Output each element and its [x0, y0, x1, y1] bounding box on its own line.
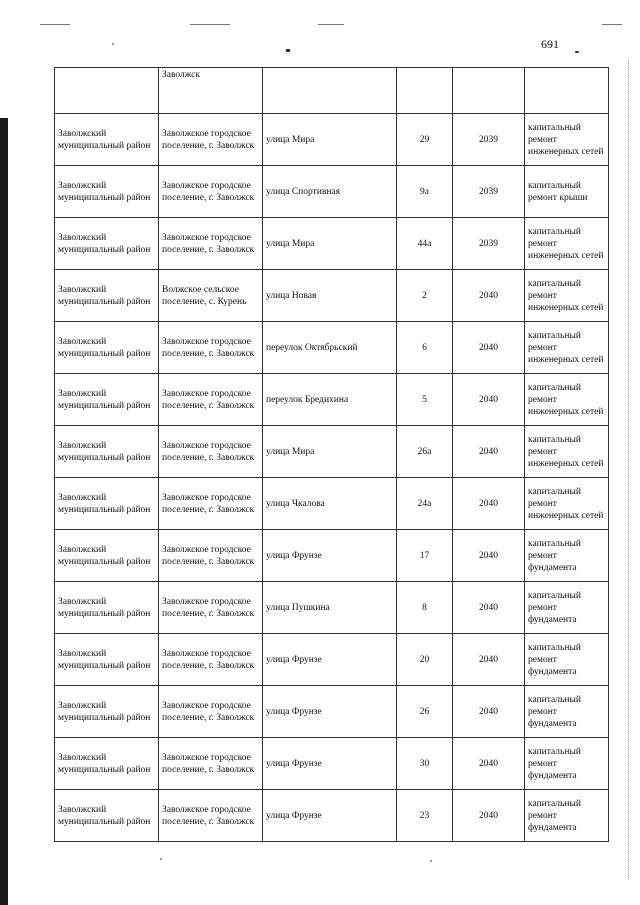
street-cell: улица Мира: [263, 426, 397, 478]
settlement-cell: Заволжское городское поселение, г. Заволжск: [159, 582, 263, 634]
year-cell: [453, 68, 525, 114]
settlement-cell: Заволжское городское поселение, г. Заволжск: [159, 530, 263, 582]
district-cell: Заволжский муниципальный район: [55, 582, 159, 634]
house-cell: [397, 68, 453, 114]
year-cell: 2040: [453, 686, 525, 738]
table-row: [55, 478, 609, 530]
settlement-cell: Заволжское городское поселение, г. Заволжск: [159, 166, 263, 218]
house-cell: 20: [397, 634, 453, 686]
street-cell: улица Фрунзе: [263, 530, 397, 582]
scan-dot: [160, 858, 162, 860]
table-row: [55, 426, 609, 478]
settlement-cell: Заволжское городское поселение, г. Заволжск: [159, 374, 263, 426]
settlement-cell: Заволжское городское поселение, г. Заволжск: [159, 218, 263, 270]
street-cell: улица Новая: [263, 270, 397, 322]
work-cell: капитальный ремонт инженерных сетей: [525, 218, 609, 270]
year-cell: 2040: [453, 374, 525, 426]
work-cell: капитальный ремонт инженерных сетей: [525, 114, 609, 166]
year-cell: 2040: [453, 530, 525, 582]
house-cell: 6: [397, 322, 453, 374]
scan-dot: [112, 43, 114, 45]
house-cell: 23: [397, 790, 453, 842]
house-cell: 17: [397, 530, 453, 582]
work-cell: капитальный ремонт инженерных сетей: [525, 426, 609, 478]
street-cell: улица Чкалова: [263, 478, 397, 530]
district-cell: Заволжский муниципальный район: [55, 114, 159, 166]
work-cell: капитальный ремонт инженерных сетей: [525, 322, 609, 374]
year-cell: 2039: [453, 218, 525, 270]
table-row: [55, 530, 609, 582]
work-cell: капитальный ремонт крыши: [525, 166, 609, 218]
work-cell: [525, 68, 609, 114]
settlement-cell: Заволжск: [159, 68, 263, 114]
year-cell: 2040: [453, 270, 525, 322]
street-cell: улица Мира: [263, 218, 397, 270]
table-row: [55, 790, 609, 842]
work-cell: капитальный ремонт фундамента: [525, 790, 609, 842]
work-cell: капитальный ремонт фундамента: [525, 634, 609, 686]
house-cell: 9а: [397, 166, 453, 218]
year-cell: 2040: [453, 426, 525, 478]
settlement-cell: Заволжское городское поселение, г. Заволжск: [159, 738, 263, 790]
district-cell: Заволжский муниципальный район: [55, 426, 159, 478]
district-cell: Заволжский муниципальный район: [55, 634, 159, 686]
street-cell: улица Пушкина: [263, 582, 397, 634]
repair-schedule-table: [54, 67, 609, 842]
street-cell: улица Фрунзе: [263, 738, 397, 790]
district-cell: Заволжский муниципальный район: [55, 218, 159, 270]
year-cell: 2039: [453, 166, 525, 218]
work-cell: капитальный ремонт инженерных сетей: [525, 270, 609, 322]
table-row: [55, 270, 609, 322]
scan-edge-line: [628, 60, 629, 880]
table-row: [55, 218, 609, 270]
scan-mark: [40, 24, 70, 25]
scan-dot: [430, 860, 432, 862]
table-row: [55, 738, 609, 790]
district-cell: Заволжский муниципальный район: [55, 530, 159, 582]
district-cell: Заволжский муниципальный район: [55, 270, 159, 322]
table-row: [55, 374, 609, 426]
street-cell: переулок Бредихина: [263, 374, 397, 426]
table-row: [55, 582, 609, 634]
scan-mark: [318, 24, 344, 25]
table-row: [55, 634, 609, 686]
year-cell: 2039: [453, 114, 525, 166]
table-row: [55, 166, 609, 218]
street-cell: улица Фрунзе: [263, 686, 397, 738]
scan-mark: [190, 24, 230, 25]
street-cell: [263, 68, 397, 114]
district-cell: [55, 68, 159, 114]
settlement-cell: Волжское сельское поселение, с. Курень: [159, 270, 263, 322]
settlement-cell: Заволжское городское поселение, г. Заволжск: [159, 426, 263, 478]
street-cell: улица Фрунзе: [263, 790, 397, 842]
street-cell: улица Мира: [263, 114, 397, 166]
district-cell: Заволжский муниципальный район: [55, 790, 159, 842]
house-cell: 2: [397, 270, 453, 322]
settlement-cell: Заволжское городское поселение, г. Заволжск: [159, 686, 263, 738]
work-cell: капитальный ремонт фундамента: [525, 530, 609, 582]
district-cell: Заволжский муниципальный район: [55, 166, 159, 218]
scan-dot: [286, 49, 290, 52]
table-body: [55, 68, 609, 842]
work-cell: капитальный ремонт фундамента: [525, 686, 609, 738]
house-cell: 26а: [397, 426, 453, 478]
settlement-cell: Заволжское городское поселение, г. Заволжск: [159, 114, 263, 166]
house-cell: 29: [397, 114, 453, 166]
house-cell: 8: [397, 582, 453, 634]
house-cell: 30: [397, 738, 453, 790]
page-number: 691: [541, 37, 559, 51]
table-row: [55, 114, 609, 166]
year-cell: 2040: [453, 634, 525, 686]
settlement-cell: Заволжское городское поселение, г. Заволжск: [159, 478, 263, 530]
table-row: [55, 322, 609, 374]
street-cell: улица Фрунзе: [263, 634, 397, 686]
scan-dot: [575, 51, 579, 53]
street-cell: переулок Октябрьский: [263, 322, 397, 374]
district-cell: Заволжский муниципальный район: [55, 374, 159, 426]
year-cell: 2040: [453, 478, 525, 530]
work-cell: капитальный ремонт фундамента: [525, 582, 609, 634]
district-cell: Заволжский муниципальный район: [55, 322, 159, 374]
settlement-cell: Заволжское городское поселение, г. Заволжск: [159, 634, 263, 686]
table-row: [55, 686, 609, 738]
settlement-cell: Заволжское городское поселение, г. Заволжск: [159, 322, 263, 374]
house-cell: 44а: [397, 218, 453, 270]
scan-edge-bar: [0, 118, 8, 905]
work-cell: капитальный ремонт инженерных сетей: [525, 374, 609, 426]
year-cell: 2040: [453, 582, 525, 634]
settlement-cell: Заволжское городское поселение, г. Заволжск: [159, 790, 263, 842]
work-cell: капитальный ремонт инженерных сетей: [525, 478, 609, 530]
house-cell: 5: [397, 374, 453, 426]
table-row-continuation: [55, 68, 609, 114]
house-cell: 24а: [397, 478, 453, 530]
street-cell: улица Спортивная: [263, 166, 397, 218]
year-cell: 2040: [453, 790, 525, 842]
work-cell: капитальный ремонт фундамента: [525, 738, 609, 790]
year-cell: 2040: [453, 738, 525, 790]
year-cell: 2040: [453, 322, 525, 374]
scan-mark: [602, 24, 622, 25]
district-cell: Заволжский муниципальный район: [55, 478, 159, 530]
district-cell: Заволжский муниципальный район: [55, 738, 159, 790]
house-cell: 26: [397, 686, 453, 738]
district-cell: Заволжский муниципальный район: [55, 686, 159, 738]
